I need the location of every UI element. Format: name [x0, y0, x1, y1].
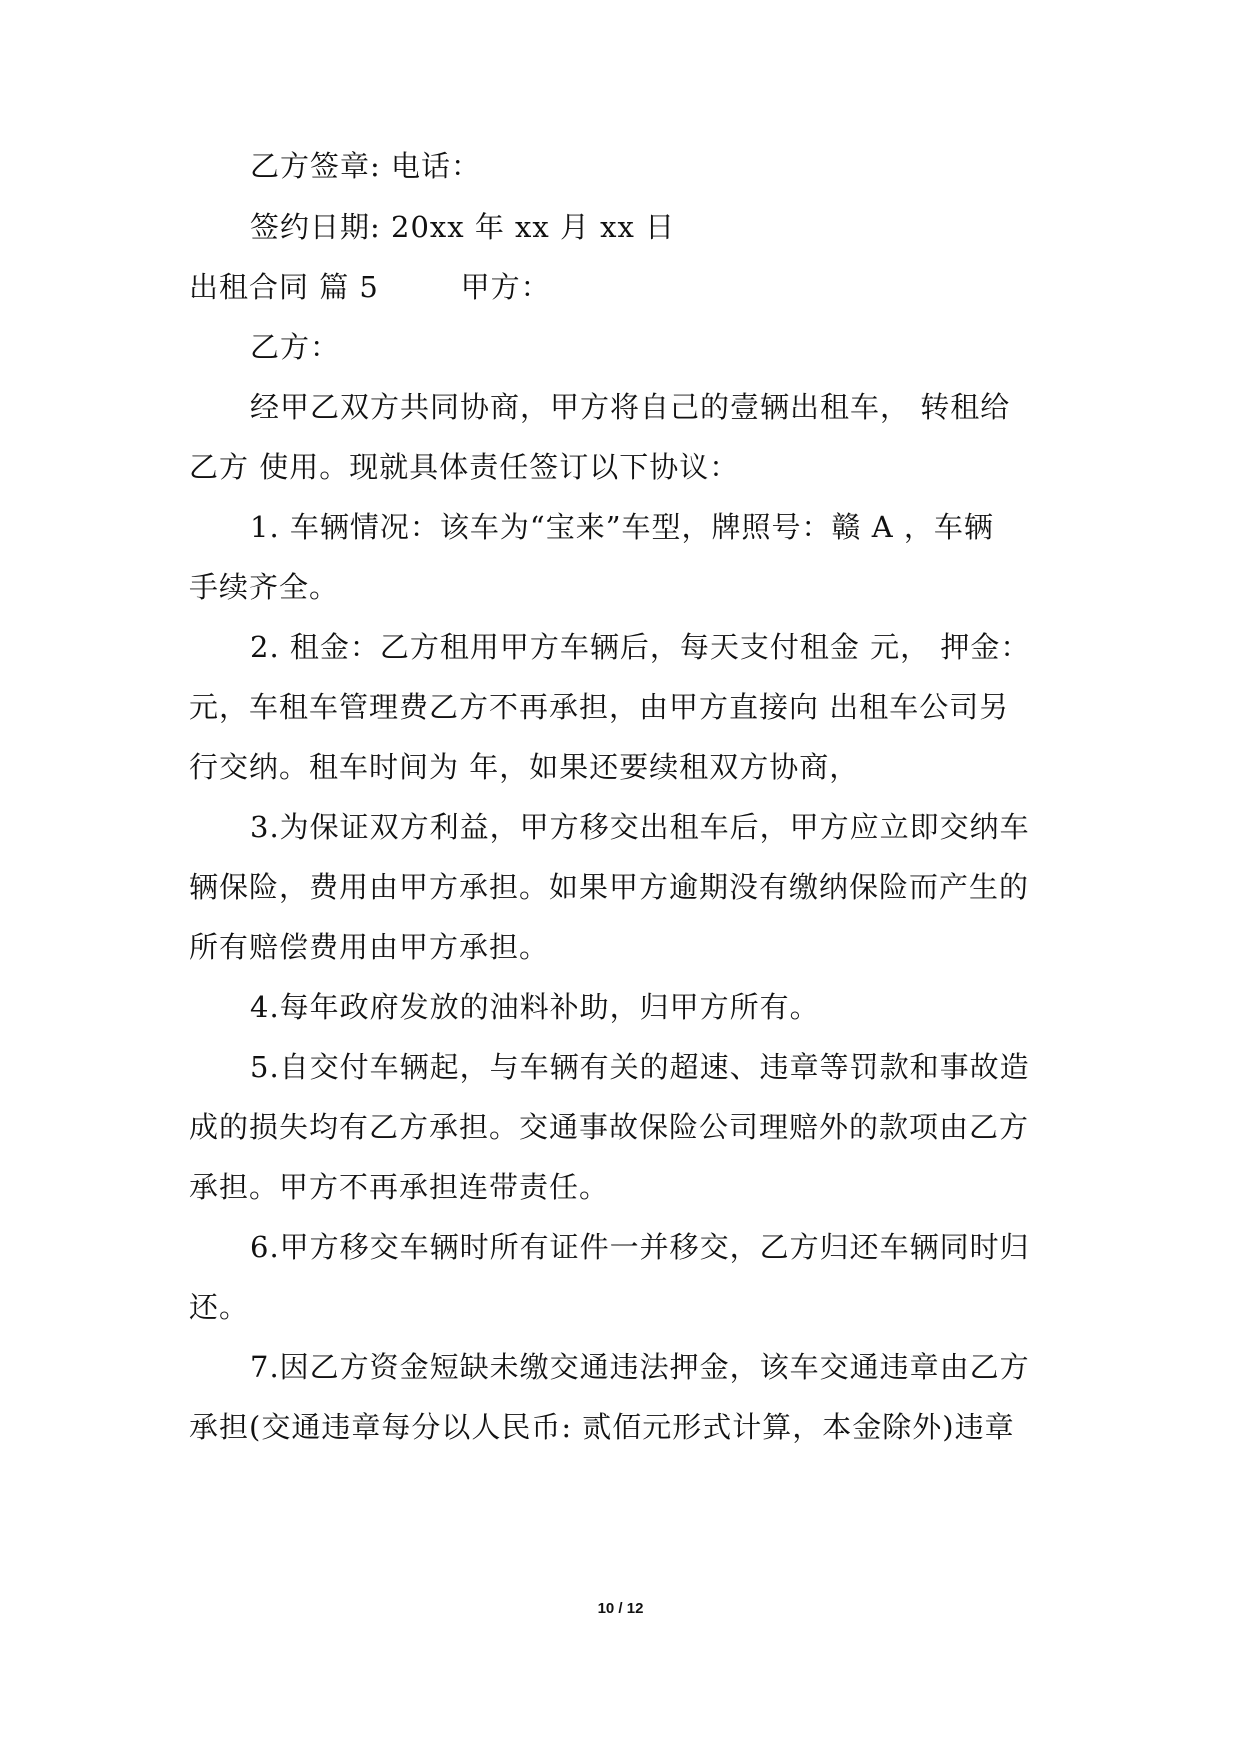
paragraph-line: 还。	[189, 1290, 250, 1324]
paragraph-line: 乙方 使用。现就具体责任签订以下协议：	[189, 450, 740, 484]
paragraph-line: 1. 车辆情况：该车为“宝来”车型，牌照号：赣 A ，车辆	[250, 510, 994, 544]
paragraph-line: 成的损失均有乙方承担。交通事故保险公司理赔外的款项由乙方	[189, 1110, 1030, 1144]
paragraph-line: 4.每年政府发放的油料补助，归甲方所有。	[250, 990, 820, 1024]
page-number: 10 / 12	[597, 1600, 644, 1617]
text-line: 乙方：	[250, 330, 341, 364]
paragraph-line: 3.为保证双方利益，甲方移交出租车后，甲方应立即交纳车	[250, 810, 1030, 844]
paragraph-line: 经甲乙双方共同协商，甲方将自己的壹辆出租车， 转租给	[250, 390, 1011, 424]
paragraph-line: 7.因乙方资金短缺未缴交通违法押金，该车交通违章由乙方	[250, 1350, 1030, 1384]
paragraph-line: 5.自交付车辆起，与车辆有关的超速、违章等罚款和事故造	[250, 1050, 1030, 1084]
paragraph-line: 承担(交通违章每分以人民币: 贰佰元形式计算，本金除外)违章	[189, 1410, 1015, 1444]
paragraph-line: 2. 租金：乙方租用甲方车辆后，每天支付租金 元， 押金：	[250, 630, 1031, 664]
paragraph-line: 元，车租车管理费乙方不再承担，由甲方直接向 出租车公司另	[189, 690, 1010, 724]
section-heading: 出租合同 篇 5 甲方：	[189, 270, 551, 304]
paragraph-line: 行交纳。租车时间为 年，如果还要续租双方协商，	[189, 750, 860, 784]
text-line: 签约日期: 20xx 年 xx 月 xx 日	[250, 210, 676, 244]
paragraph-line: 承担。甲方不再承担连带责任。	[189, 1170, 610, 1204]
paragraph-line: 手续齐全。	[189, 570, 340, 604]
text-line: 乙方签章: 电话：	[250, 149, 481, 183]
paragraph-line: 所有赔偿费用由甲方承担。	[189, 930, 550, 964]
paragraph-line: 辆保险，费用由甲方承担。如果甲方逾期没有缴纳保险而产生的	[189, 870, 1030, 904]
paragraph-line: 6.甲方移交车辆时所有证件一并移交，乙方归还车辆同时归	[250, 1230, 1030, 1264]
